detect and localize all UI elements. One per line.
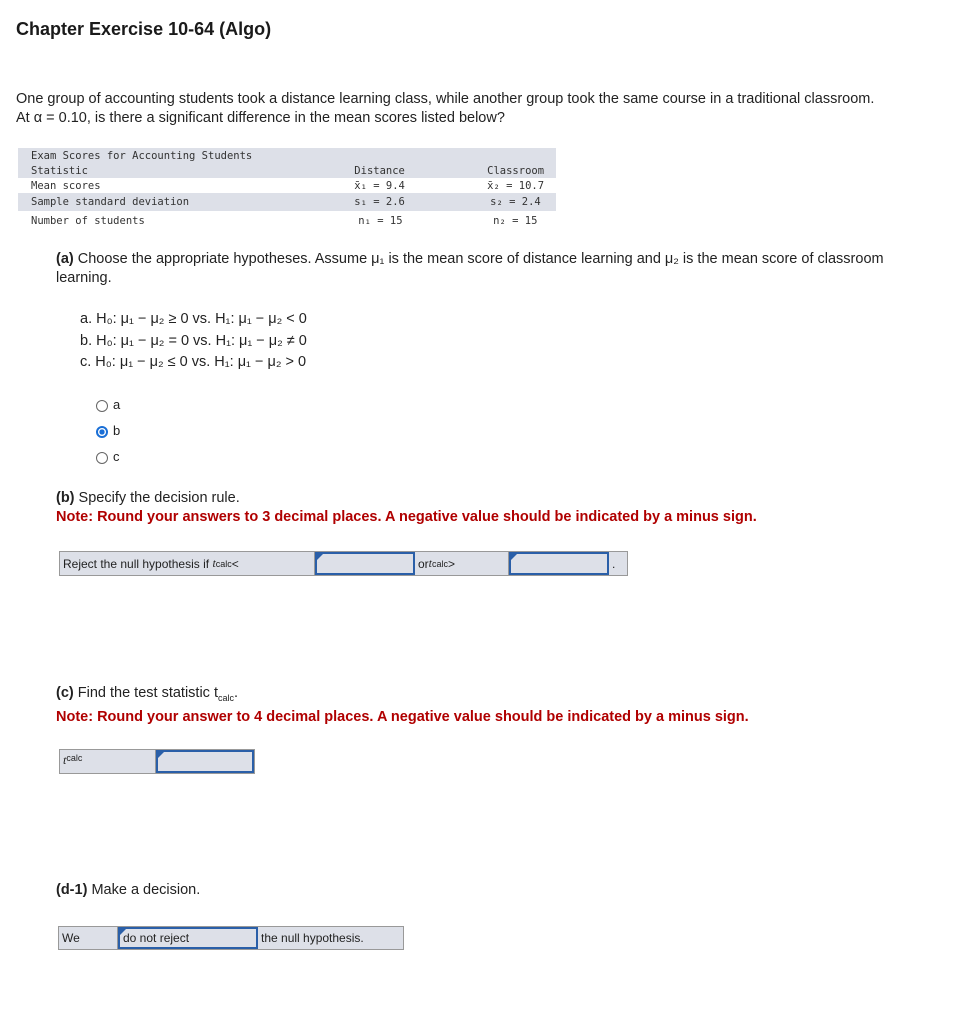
table-cell: n₂ = 15 bbox=[493, 214, 538, 227]
radio-b[interactable] bbox=[96, 418, 120, 444]
part-a-label: (a) bbox=[56, 251, 74, 267]
intro-line-1: One group of accounting students took a distance learning class, while another group took the same course in a traditional classroom. bbox=[16, 91, 875, 107]
table-caption: Exam Scores for Accounting Students bbox=[31, 149, 253, 162]
t-symbol: t bbox=[63, 753, 67, 767]
part-c-note: Note: Round your answer to 4 decimal places. A negative value should be indicated by a minus sign. bbox=[56, 708, 749, 725]
table-header: Distance bbox=[354, 164, 405, 177]
decision-suffix: the null hypothesis. bbox=[261, 931, 364, 945]
period: . bbox=[612, 556, 616, 571]
lower-critical-input[interactable] bbox=[315, 552, 415, 575]
stats-table bbox=[18, 148, 556, 230]
test-statistic-row bbox=[59, 749, 255, 774]
radio-c[interactable] bbox=[96, 444, 120, 470]
table-cell: s₂ = 2.4 bbox=[490, 196, 541, 208]
radio-a[interactable] bbox=[96, 392, 120, 418]
part-b-text: Specify the decision rule. bbox=[78, 490, 240, 506]
part-c-text: Find the test statistic t bbox=[77, 685, 218, 701]
calc-sub: calc bbox=[218, 692, 235, 703]
table-cell: x̄₁ = 9.4 bbox=[354, 179, 405, 192]
table-cell: n₁ = 15 bbox=[358, 214, 403, 227]
part-b-note: Note: Round your answers to 3 decimal places. A negative value should be indicated by a minus sign. bbox=[56, 509, 757, 525]
radio-label: a bbox=[113, 397, 121, 412]
radio-label: b bbox=[113, 423, 121, 438]
intro-line-2: At α = 0.10, is there a significant difference in the mean scores listed below? bbox=[16, 110, 505, 126]
table-header: Statistic bbox=[31, 164, 88, 177]
table-cell: Number of students bbox=[31, 214, 145, 227]
table-header: Classroom bbox=[487, 164, 545, 177]
hypothesis-option-b: b. H₀: μ₁ − μ₂ = 0 vs. H₁: μ₁ − μ₂ ≠ 0 bbox=[80, 332, 307, 349]
calc-sub: calc bbox=[215, 558, 232, 569]
t-symbol: t bbox=[212, 556, 216, 570]
table-cell: Sample standard deviation bbox=[31, 196, 190, 208]
table-cell: x̄₂ = 10.7 bbox=[487, 179, 545, 192]
calc-sub: calc bbox=[432, 558, 449, 569]
decision-row bbox=[58, 926, 404, 950]
part-c-label: (c) bbox=[56, 685, 74, 701]
part-b-label: (b) bbox=[56, 490, 75, 506]
decision-rule-row bbox=[59, 551, 628, 576]
radio-label: c bbox=[113, 449, 120, 464]
lt-symbol: < bbox=[231, 556, 239, 571]
or-text: or bbox=[418, 556, 429, 571]
hypothesis-option-a: a. H₀: μ₁ − μ₂ ≥ 0 vs. H₁: μ₁ − μ₂ < 0 bbox=[80, 311, 307, 327]
rule-prefix: Reject the null hypothesis if bbox=[63, 556, 210, 571]
table-cell: Mean scores bbox=[31, 179, 101, 192]
part-d-text: Make a decision. bbox=[91, 882, 201, 898]
we-text: We bbox=[62, 931, 80, 945]
calc-sub: calc bbox=[66, 753, 83, 763]
t-symbol: t bbox=[428, 556, 433, 570]
hypothesis-option-c: c. H₀: μ₁ − μ₂ ≤ 0 vs. H₁: μ₁ − μ₂ > 0 bbox=[80, 354, 307, 370]
test-statistic-input[interactable] bbox=[156, 750, 254, 773]
period: . bbox=[234, 685, 239, 701]
decision-value: do not reject bbox=[123, 931, 190, 945]
table-cell: s₁ = 2.6 bbox=[354, 196, 405, 208]
part-a-text: Choose the appropriate hypotheses. Assume μ₁ is the mean score of distance learning and μ₂ is the mean score of classroom learning. bbox=[56, 251, 884, 286]
gt-symbol: > bbox=[448, 556, 456, 571]
part-d-label: (d-1) bbox=[56, 882, 88, 898]
decision-select[interactable] bbox=[118, 927, 258, 949]
page-title: Chapter Exercise 10-64 (Algo) bbox=[16, 19, 272, 39]
upper-critical-input[interactable] bbox=[509, 552, 609, 575]
